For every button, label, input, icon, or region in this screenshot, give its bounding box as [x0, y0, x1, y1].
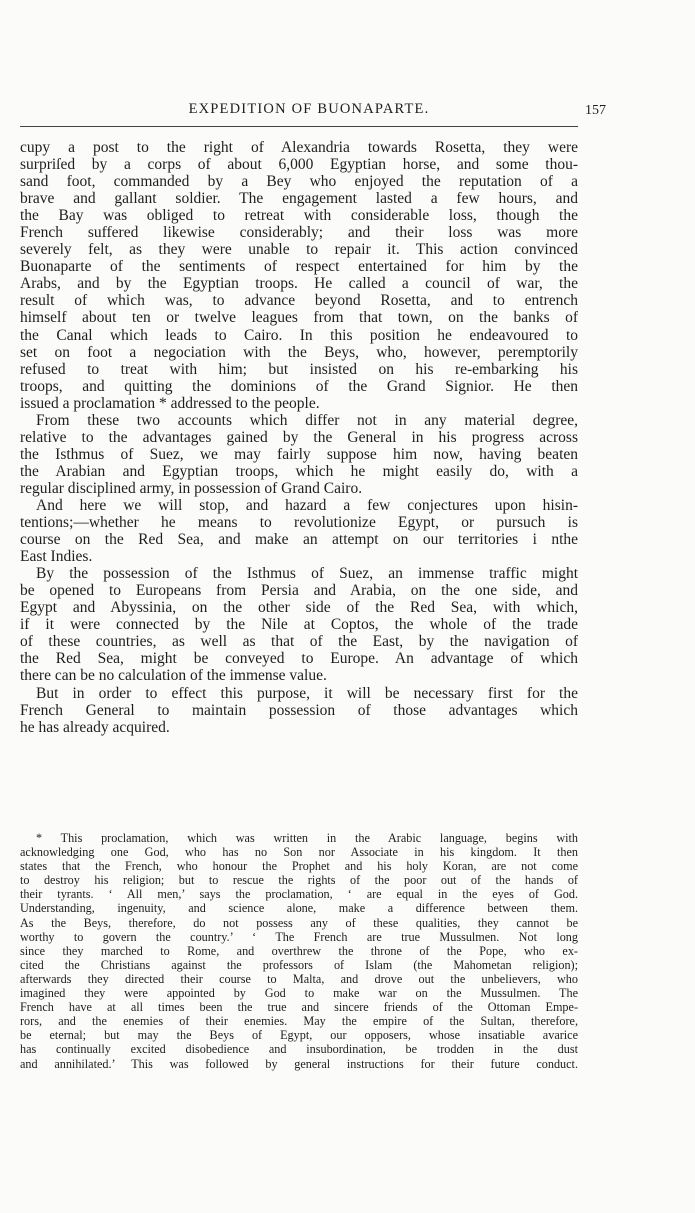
text-line: And here we will stop, and hazard a few conjectures upon hisin-	[36, 496, 578, 514]
text-line: the Arabian and Egyptian troops, which he might easily do, with a	[20, 462, 578, 480]
footnote-line: acknowledging one God, who has no Son nor Associate in his kingdom. It then	[20, 845, 578, 860]
main-text	[20, 139, 578, 736]
text-line: sand foot, commanded by a Bey who enjoyed the reputation of a	[20, 173, 578, 191]
text-line: tentions;—whether he means to revolutionize Egypt, or pursuch is	[20, 514, 578, 532]
text-line: French General to maintain possession of those advantages which	[20, 701, 578, 719]
text-line: the Canal which leads to Cairo. In this position he endeavoured to	[20, 326, 578, 344]
footnote-line: and annihilated.’ This was followed by general instructions for their future conduct.	[20, 1056, 578, 1071]
footnote	[20, 831, 578, 1071]
text-line: East Indies.	[20, 548, 93, 566]
text-line: himself about ten or twelve leagues from that town, on the banks of	[20, 309, 578, 327]
text-line: Arabs, and by the Egyptian troops. He called a council of war, the	[20, 275, 578, 293]
footnote-line: cited the Christians against the professors of Islam (the Mahometan religion);	[20, 957, 578, 972]
text-line: set on foot a negociation with the Beys, who, however, peremptorily	[20, 343, 578, 361]
header-rule	[20, 126, 578, 127]
text-line: there can be no calculation of the immense value.	[20, 667, 327, 685]
text-line: issued a proclamation * addressed to the people.	[20, 394, 320, 412]
text-line: result of which was, to advance beyond Rosetta, and to entrench	[20, 292, 578, 310]
footnote-line: to destroy his religion; but to rescue the rights of the poor out of the hands of	[20, 873, 578, 888]
footnote-line: afterwards they directed their course to Malta, and drove out the unbelievers, who	[20, 971, 578, 986]
text-line: severely felt, as they were unable to repair it. This action convinced	[20, 241, 578, 259]
text-line: of these countries, as well as that of the East, by the navigation of	[20, 633, 578, 651]
text-line: Egypt and Abyssinia, on the other side of the Red Sea, with which,	[20, 599, 578, 617]
text-line: the Isthmus of Suez, we may fairly suppose him now, having beaten	[20, 445, 578, 463]
text-line: From these two accounts which differ not in any material degree,	[36, 411, 578, 429]
footnote-line: French have at all times been the true and sincere friends of the Ottoman Empe-	[20, 1000, 578, 1015]
text-line: By the possession of the Isthmus of Suez, an immense traffic might	[36, 565, 578, 583]
text-line: if it were connected by the Nile at Coptos, the whole of the trade	[20, 616, 578, 634]
footnote-line: since they marched to Rome, and overthrew the throne of the Pope, who ex-	[20, 943, 578, 958]
text-line: he has already acquired.	[20, 718, 170, 736]
page-number: 157	[585, 103, 606, 118]
text-line: French suffered likewise considerably; and their loss was more	[20, 224, 578, 242]
footnote-line: rors, and the enemies of their enemies. May the empire of the Sultan, therefore,	[20, 1014, 578, 1029]
text-line: refused to treat with him; but insisted on his re-embarking his	[20, 360, 578, 378]
footnote-line: be eternal; but may the Beys of Egypt, our opposers, whose insatiable avarice	[20, 1028, 578, 1043]
text-line: course on the Red Sea, and make an attempt on our territories i nthe	[20, 531, 578, 549]
footnote-line: worthy to govern the country.’ ‘ The French are true Mussulmen. Not long	[20, 929, 578, 944]
footnote-line: imagined they were appointed by God to make war on the Mussulmen. The	[20, 986, 578, 1001]
text-line: the Bay was obliged to retreat with considerable loss, though the	[20, 207, 578, 225]
footnote-line: states that the French, who honour the Prophet and his holy Koran, are not come	[20, 859, 578, 874]
footnote-line: As the Beys, therefore, do not possess any of these qualities, they cannot be	[20, 915, 578, 930]
text-line: relative to the advantages gained by the General in his progress across	[20, 428, 578, 446]
footnote-line: has continually excited disobedience and insubordination, be trodden in the dust	[20, 1042, 578, 1057]
text-line: But in order to effect this purpose, it will be necessary first for the	[36, 684, 578, 702]
footnote-line: Understanding, ingenuity, and science alone, make a difference between them.	[20, 901, 578, 916]
text-line: troops, and quitting the dominions of the Grand Signior. He then	[20, 377, 578, 395]
text-line: regular disciplined army, in possession of Grand Cairo.	[20, 479, 363, 497]
footnote-line: * This proclamation, which was written in the Arabic language, begins with	[36, 831, 578, 845]
running-title: EXPEDITION OF BUONAPARTE.	[188, 101, 430, 117]
text-line: cupy a post to the right of Alexandria towards Rosetta, they were	[20, 139, 578, 156]
text-line: Buonaparte of the sentiments of respect entertained for him by the	[20, 258, 578, 276]
footnote-line: their tyrants. ‘ All men,’ says the proclamation, ‘ are equal in the eyes of God.	[20, 887, 578, 902]
text-line: be opened to Europeans from Persia and Arabia, on the one side, and	[20, 582, 578, 600]
text-line: surpriſed by a corps of about 6,000 Egyptian horse, and some thou-	[20, 156, 578, 174]
text-line: brave and gallant soldier. The engagement lasted a few hours, and	[20, 190, 578, 208]
text-line: the Red Sea, might be conveyed to Europe. An advantage of which	[20, 650, 578, 668]
running-head	[20, 101, 606, 121]
